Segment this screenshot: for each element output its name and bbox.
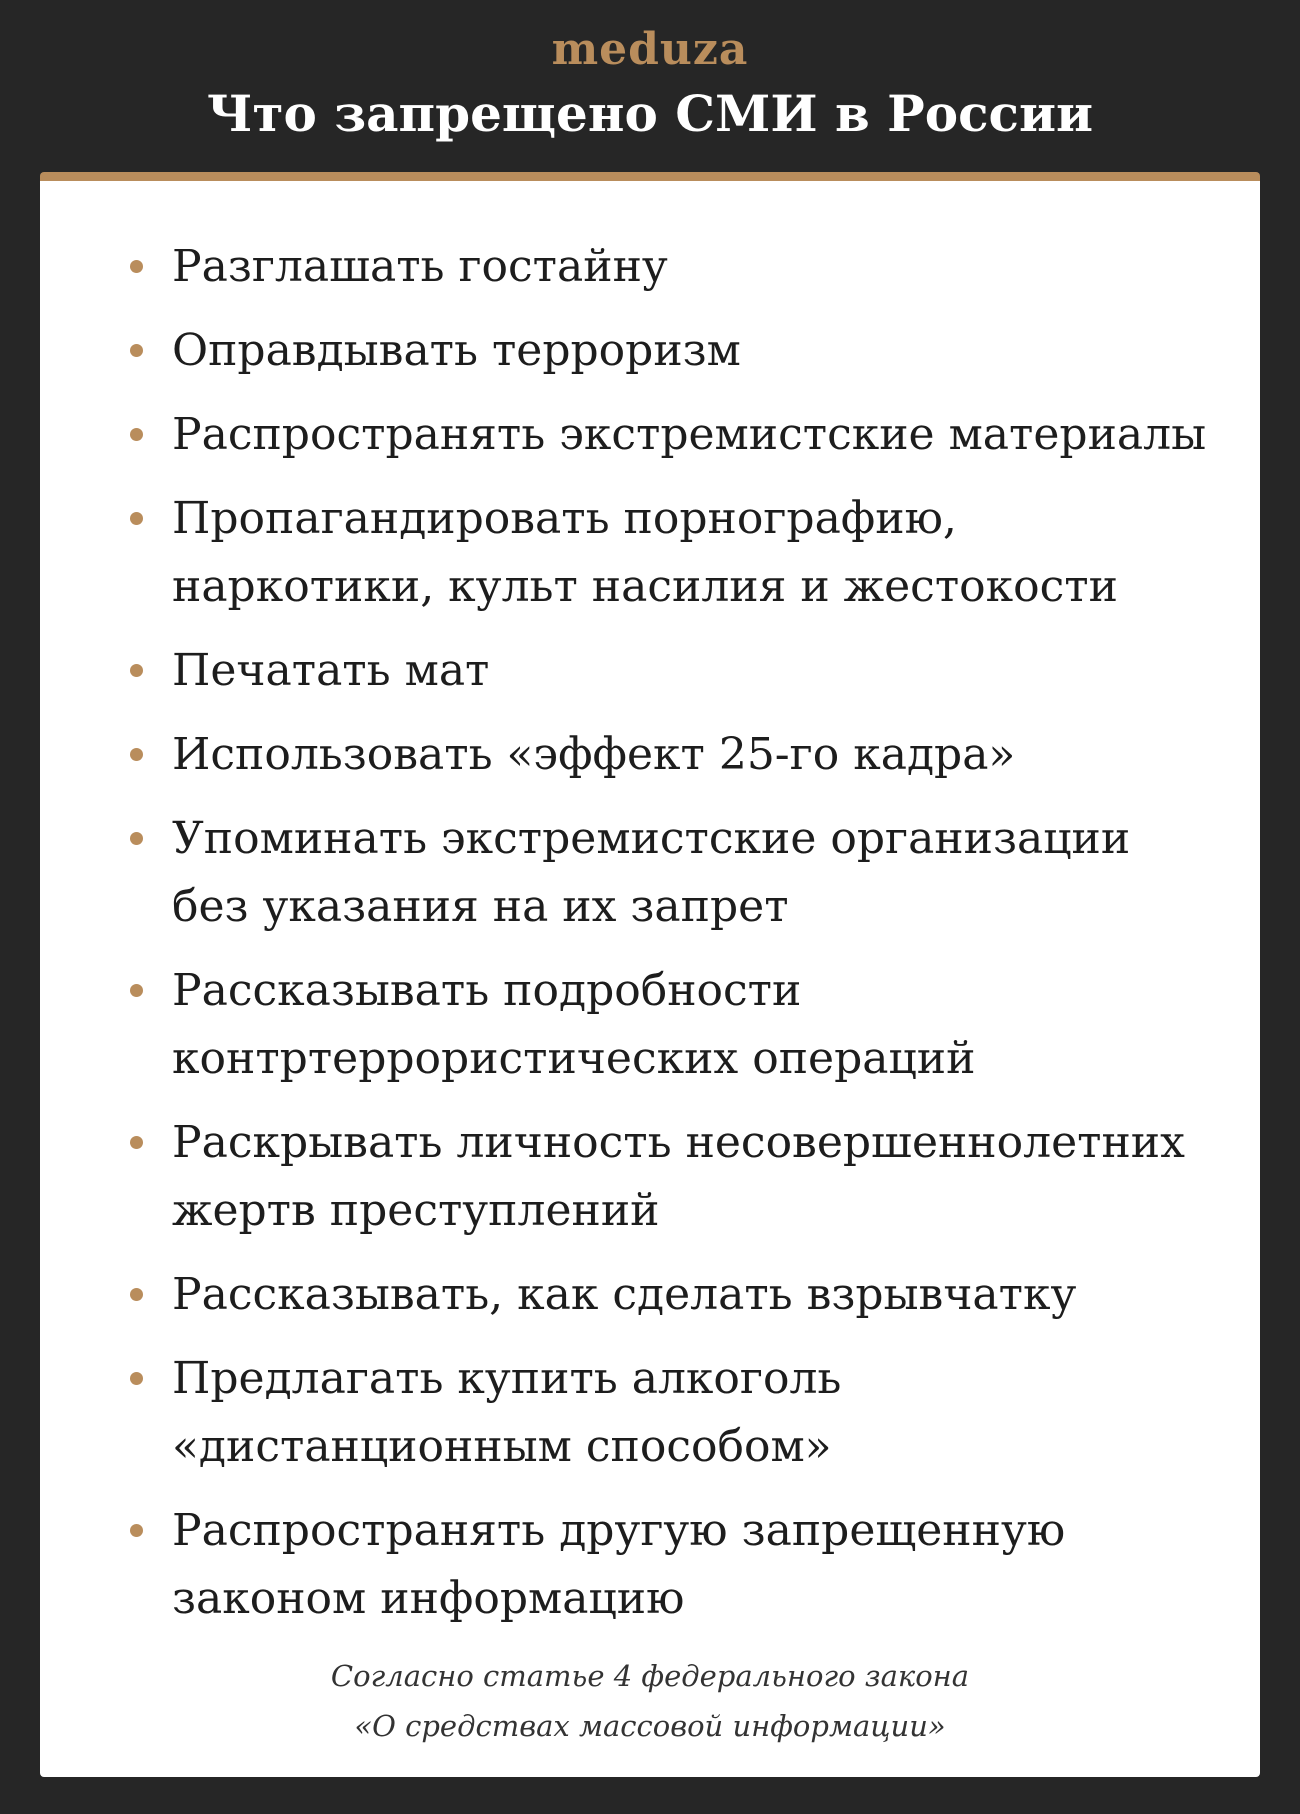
bullet-icon — [130, 512, 143, 525]
content-card — [40, 172, 1260, 1777]
list-item-line: Упоминать экстремистские организации — [172, 813, 1131, 864]
list-item-line: без указания на их запрет — [172, 881, 789, 932]
list-item-line: Оправдывать терроризм — [172, 325, 741, 376]
list-item-line: жертв преступлений — [172, 1185, 660, 1236]
list-item-line: Разглашать гостайну — [172, 241, 668, 292]
list-item-line: Рассказывать подробности — [172, 965, 802, 1016]
list-item — [40, 637, 1260, 705]
footnote-line-1: Согласно статье 4 федерального закона — [330, 1659, 970, 1693]
bullet-icon — [130, 984, 143, 997]
list-item — [40, 401, 1260, 469]
list-item — [40, 721, 1260, 789]
list-item — [40, 233, 1260, 301]
list-item — [40, 1497, 1260, 1633]
bullet-icon — [130, 664, 143, 677]
list-item — [40, 957, 1260, 1093]
list-item-line: контртеррористических операций — [172, 1033, 976, 1084]
restriction-list — [40, 233, 1260, 1649]
meduza-logo: meduza — [551, 24, 749, 75]
page-title: Что запрещено СМИ в России — [206, 84, 1094, 143]
bullet-icon — [130, 748, 143, 761]
source-footnote — [40, 1651, 1260, 1751]
list-item-line: Рассказывать, как сделать взрывчатку — [172, 1269, 1077, 1320]
list-item-line: Распространять экстремистские материалы — [172, 409, 1207, 460]
list-item — [40, 1345, 1260, 1481]
bullet-icon — [130, 344, 143, 357]
list-item-line: Раскрывать личность несовершеннолетних — [172, 1117, 1185, 1168]
bullet-icon — [130, 260, 143, 273]
bullet-icon — [130, 832, 143, 845]
list-item — [40, 317, 1260, 385]
list-item — [40, 1261, 1260, 1329]
list-item — [40, 485, 1260, 621]
list-item-line: законом информацию — [172, 1573, 685, 1624]
list-item — [40, 805, 1260, 941]
list-item — [40, 1109, 1260, 1245]
list-item-line: наркотики, культ насилия и жестокости — [172, 561, 1118, 612]
list-item-line: Пропагандировать порнографию, — [172, 493, 957, 544]
list-item-line: «дистанционным способом» — [172, 1421, 832, 1472]
bullet-icon — [130, 1136, 143, 1149]
list-item-line: Распространять другую запрещенную — [172, 1505, 1066, 1556]
bullet-icon — [130, 1524, 143, 1537]
footnote-line-2: «О средствах массовой информации» — [354, 1709, 946, 1743]
list-item-line: Печатать мат — [172, 645, 490, 696]
bullet-icon — [130, 1288, 143, 1301]
list-item-line: Предлагать купить алкоголь — [172, 1353, 842, 1404]
bullet-icon — [130, 1372, 143, 1385]
list-item-line: Использовать «эффект 25-го кадра» — [172, 729, 1016, 780]
bullet-icon — [130, 428, 143, 441]
